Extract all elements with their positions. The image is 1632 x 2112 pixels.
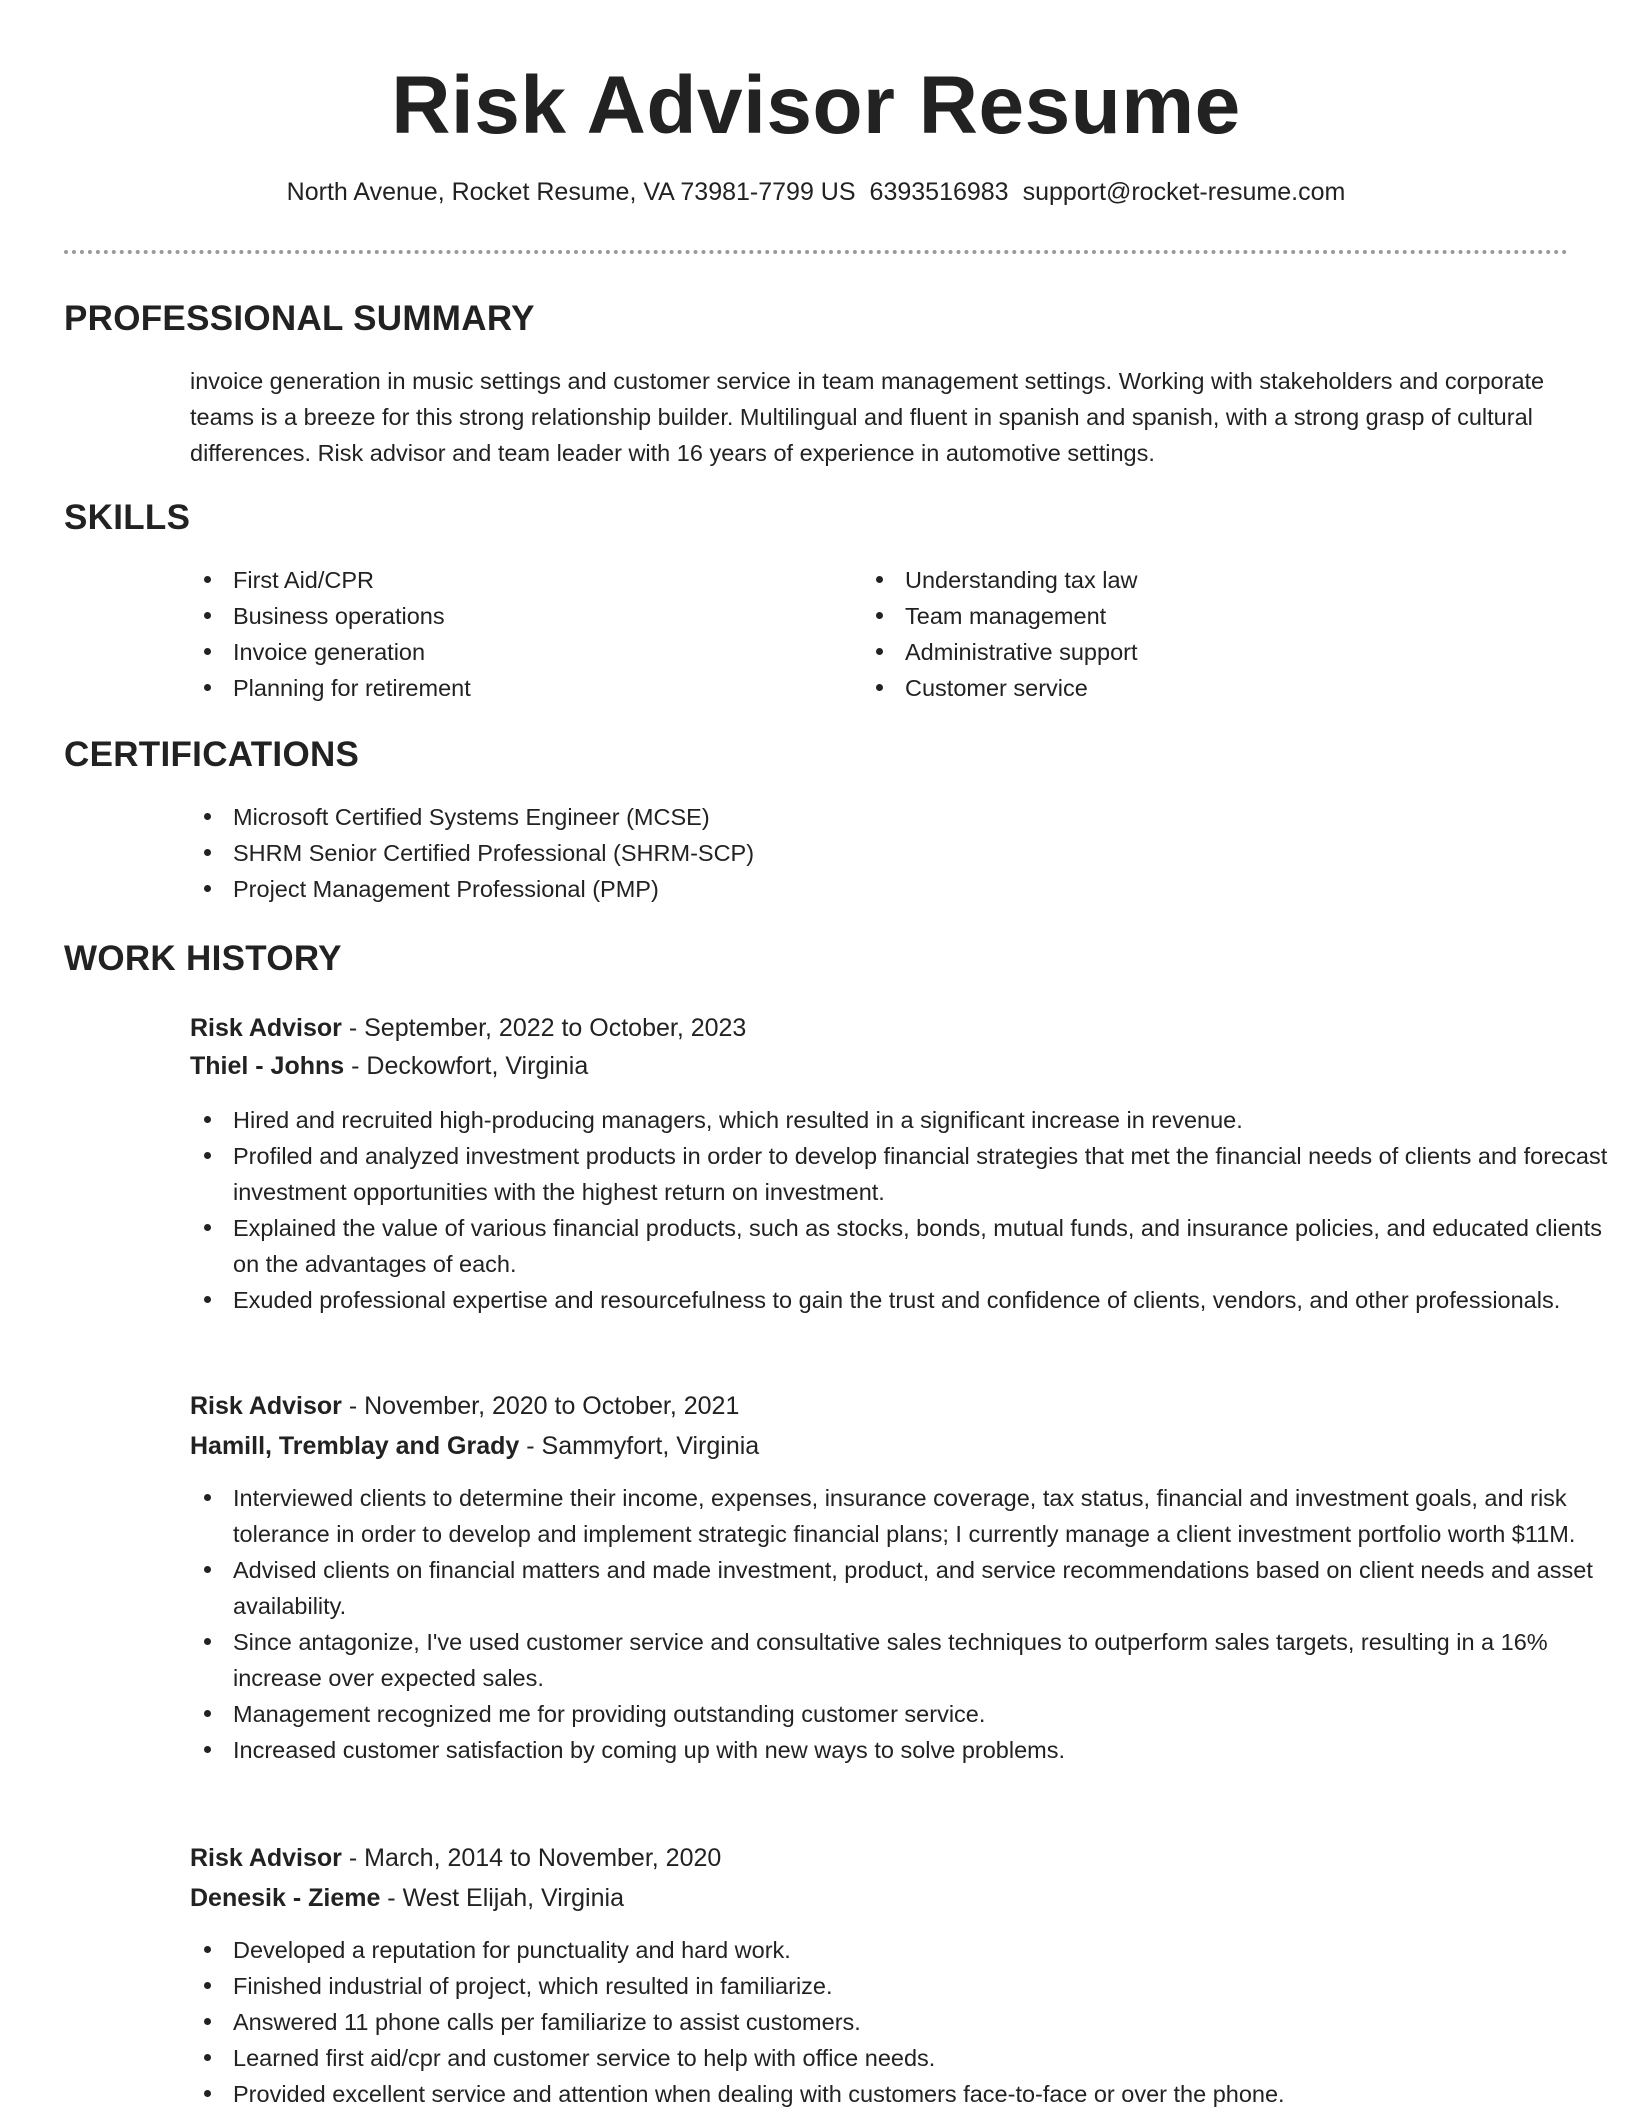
job-bullet: Exuded professional expertise and resourcefulness to gain the trust and confidence of clients, vendors, and other professionals. — [190, 1282, 1620, 1318]
work-history-heading: WORK HISTORY — [64, 939, 342, 978]
job-bullet: Explained the value of various financial products, such as stocks, bonds, mutual funds, and insurance policies, and educated clients on the advantages of each. — [190, 1210, 1620, 1282]
job-bullet: Since antagonize, I've used customer service and consultative sales techniques to outperform sales targets, resulting in a 16% increase over expected sales. — [190, 1624, 1620, 1696]
job-title-line — [190, 1010, 746, 1046]
resume-page — [64, 0, 1608, 2107]
job-title-line — [190, 1840, 721, 1876]
job-bullets — [190, 1480, 1620, 1768]
job-bullet: Advised clients on financial matters and made investment, product, and service recommendations based on client needs and asset availability. — [190, 1552, 1620, 1624]
certification-item: Microsoft Certified Systems Engineer (MCSE) — [190, 799, 1568, 835]
job-bullet: Answered 11 phone calls per familiarize to assist customers. — [190, 2004, 1620, 2040]
summary-text: invoice generation in music settings and customer service in team management settings. Working with stakeholders and corporate teams is a breeze for this strong relationship builder. Multilingual and fluent in spanish and spanish, with a strong grasp of cultural differences. Risk advisor and team leader with 16 years of experience in automotive settings. — [190, 368, 1545, 466]
certifications-heading: CERTIFICATIONS — [64, 735, 360, 774]
skill-item: First Aid/CPR — [190, 562, 830, 598]
header-divider — [64, 250, 1568, 254]
contact-line — [64, 176, 1568, 208]
job-title-line — [190, 1388, 739, 1424]
skills-heading: SKILLS — [64, 498, 191, 537]
skill-item: Team management — [862, 598, 1502, 634]
job-bullet: Hired and recruited high-producing managers, which resulted in a significant increase in revenue. — [190, 1102, 1620, 1138]
job-dates: - September, 2022 to October, 2023 — [341, 1014, 747, 1042]
skill-item: Invoice generation — [190, 634, 830, 670]
phone-text: 6393516983 — [869, 178, 1009, 206]
job-location: - West Elijah, Virginia — [380, 1884, 624, 1912]
page-title: Risk Advisor Resume — [391, 60, 1241, 151]
job-bullet: Developed a reputation for punctuality and hard work. — [190, 1932, 1620, 1968]
certifications-list — [190, 799, 1568, 907]
job-location: - Deckowfort, Virginia — [344, 1052, 589, 1080]
job-role: Risk Advisor — [190, 1014, 342, 1042]
job-bullet: Management recognized me for providing outstanding customer service. — [190, 1696, 1620, 1732]
job-bullet: Finished industrial of project, which resulted in familiarize. — [190, 1968, 1620, 2004]
job-dates: - March, 2014 to November, 2020 — [341, 1844, 722, 1872]
job-location: - Sammyfort, Virginia — [519, 1432, 760, 1460]
job-bullet: Provided excellent service and attention when dealing with customers face-to-face or over the phone. — [190, 2076, 1620, 2112]
skill-item: Administrative support — [862, 634, 1502, 670]
job-bullets — [190, 1102, 1620, 1318]
job-company-line — [190, 1428, 759, 1464]
job-role: Risk Advisor — [190, 1844, 342, 1872]
job-bullet: Increased customer satisfaction by coming up with new ways to solve problems. — [190, 1732, 1620, 1768]
skill-item: Customer service — [862, 670, 1502, 706]
job-company: Thiel - Johns — [190, 1052, 345, 1080]
skills-list-right — [862, 562, 1502, 706]
skill-item: Business operations — [190, 598, 830, 634]
job-company: Denesik - Zieme — [190, 1884, 381, 1912]
job-role: Risk Advisor — [190, 1392, 342, 1420]
job-bullet: Profiled and analyzed investment products in order to develop financial strategies that met the financial needs of clients and forecast investment opportunities with the highest return on investment. — [190, 1138, 1620, 1210]
job-company-line — [190, 1048, 588, 1084]
summary-heading: PROFESSIONAL SUMMARY — [64, 299, 535, 338]
job-bullet: Learned first aid/cpr and customer service to help with office needs. — [190, 2040, 1620, 2076]
email-link[interactable]: support@rocket-resume.com — [1022, 178, 1346, 206]
skills-list-left — [190, 562, 830, 706]
address-text: North Avenue, Rocket Resume, VA 73981-7799 US — [286, 178, 856, 206]
job-bullets — [190, 1932, 1620, 2112]
certification-item: Project Management Professional (PMP) — [190, 871, 1568, 907]
job-company-line — [190, 1880, 624, 1916]
job-dates: - November, 2020 to October, 2021 — [341, 1392, 740, 1420]
job-company: Hamill, Tremblay and Grady — [190, 1432, 520, 1460]
skill-item: Understanding tax law — [862, 562, 1502, 598]
job-bullet: Interviewed clients to determine their income, expenses, insurance coverage, tax status, financial and investment goals, and risk tolerance in order to develop and implement strategic financial plans; I currently manage a client investment portfolio worth $11M. — [190, 1480, 1620, 1552]
certification-item: SHRM Senior Certified Professional (SHRM-SCP) — [190, 835, 1568, 871]
skill-item: Planning for retirement — [190, 670, 830, 706]
